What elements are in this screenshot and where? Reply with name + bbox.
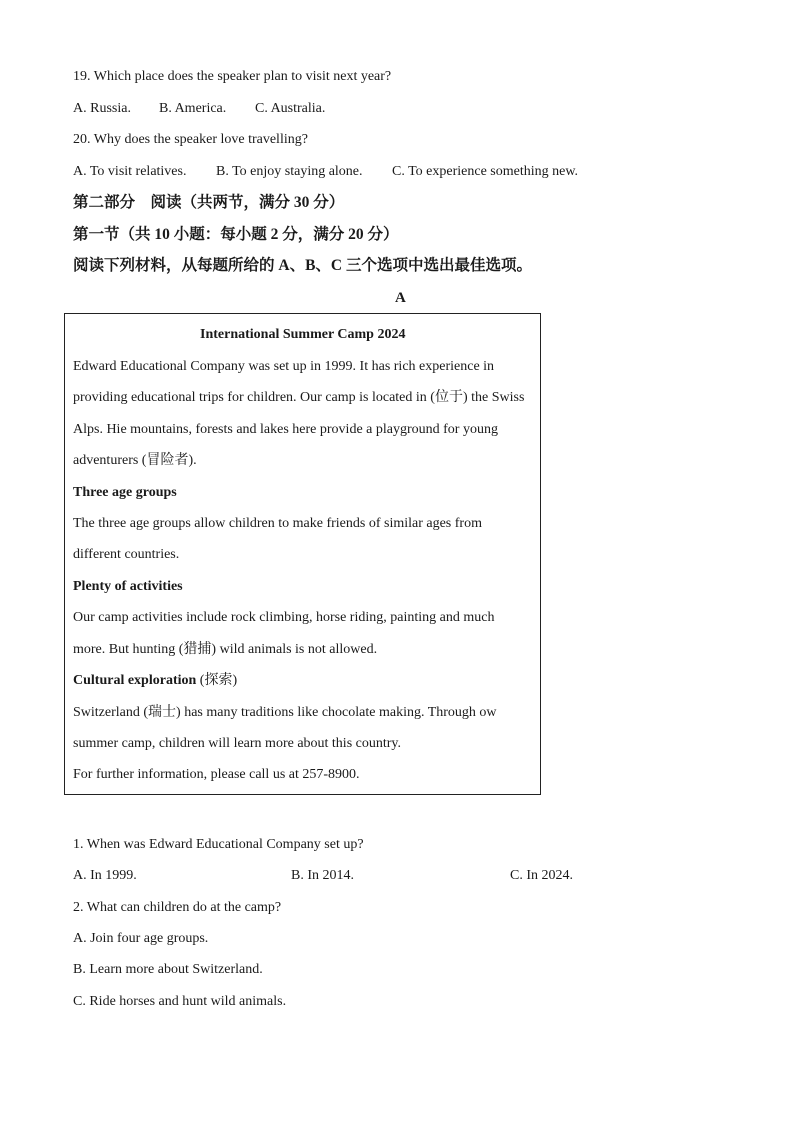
question-20-option-b: B. To enjoy staying alone.	[216, 164, 363, 179]
passage-intro-line: providing educational trips for children. Our camp is located in (位于) the Swiss	[73, 390, 525, 405]
passage-intro-line: Edward Educational Company was set up in 1999. It has rich experience in	[73, 359, 495, 374]
passage-body-line: different countries.	[73, 547, 180, 562]
passage-title: International Summer Camp 2024	[200, 327, 406, 342]
question-2-option-a: A. Join four age groups.	[73, 931, 209, 946]
question-19-option-c: C. Australia.	[255, 101, 326, 116]
heading-plenty-of-activities: Plenty of activities	[73, 579, 183, 594]
question-2-option-b: B. Learn more about Switzerland.	[73, 962, 263, 977]
question-19-stem: 19. Which place does the speaker plan to visit next year?	[73, 69, 392, 84]
passage-body-line: The three age groups allow children to make friends of similar ages from	[73, 516, 482, 531]
passage-intro-line: adventurers (冒险者).	[73, 453, 197, 468]
passage-body-line: Our camp activities include rock climbing, horse riding, painting and much	[73, 610, 495, 625]
passage-body-line: more. But hunting (猎捕) wild animals is not allowed.	[73, 642, 378, 657]
heading-cultural-exploration-gloss: (探索)	[196, 673, 238, 688]
question-2-option-c: C. Ride horses and hunt wild animals.	[73, 994, 287, 1009]
question-1-option-a: A. In 1999.	[73, 868, 137, 883]
part-title: 第二部分 阅读（共两节，满分 30 分）	[73, 194, 345, 211]
question-20-stem: 20. Why does the speaker love travelling?	[73, 132, 308, 147]
question-20-option-c: C. To experience something new.	[392, 164, 579, 179]
question-2-stem: 2. What can children do at the camp?	[73, 900, 282, 915]
question-1-option-c: C. In 2024.	[510, 868, 573, 883]
passage-intro-line: Alps. Hie mountains, forests and lakes here provide a playground for young	[73, 422, 498, 437]
passage-body-line: summer camp, children will learn more about this country.	[73, 736, 402, 751]
question-1-option-b: B. In 2014.	[291, 868, 354, 883]
heading-three-age-groups: Three age groups	[73, 485, 177, 500]
heading-cultural-exploration-text: Cultural exploration	[73, 673, 197, 688]
question-19-option-b: B. America.	[159, 101, 227, 116]
question-19-option-a: A. Russia.	[73, 101, 131, 116]
question-20-option-a: A. To visit relatives.	[73, 164, 187, 179]
passage-body-line: Switzerland (瑞士) has many traditions like chocolate making. Through ow	[73, 705, 497, 720]
passage-label: A	[395, 290, 406, 306]
heading-cultural-exploration	[73, 671, 237, 691]
passage-contact: For further information, please call us at 257-8900.	[73, 767, 360, 782]
question-1-stem: 1. When was Edward Educational Company set up?	[73, 837, 364, 852]
reading-instruction: 阅读下列材料，从每题所给的 A、B、C 三个选项中选出最佳选项。	[73, 257, 532, 274]
section-subtitle: 第一节（共 10 小题：每小题 2 分，满分 20 分）	[73, 226, 399, 243]
